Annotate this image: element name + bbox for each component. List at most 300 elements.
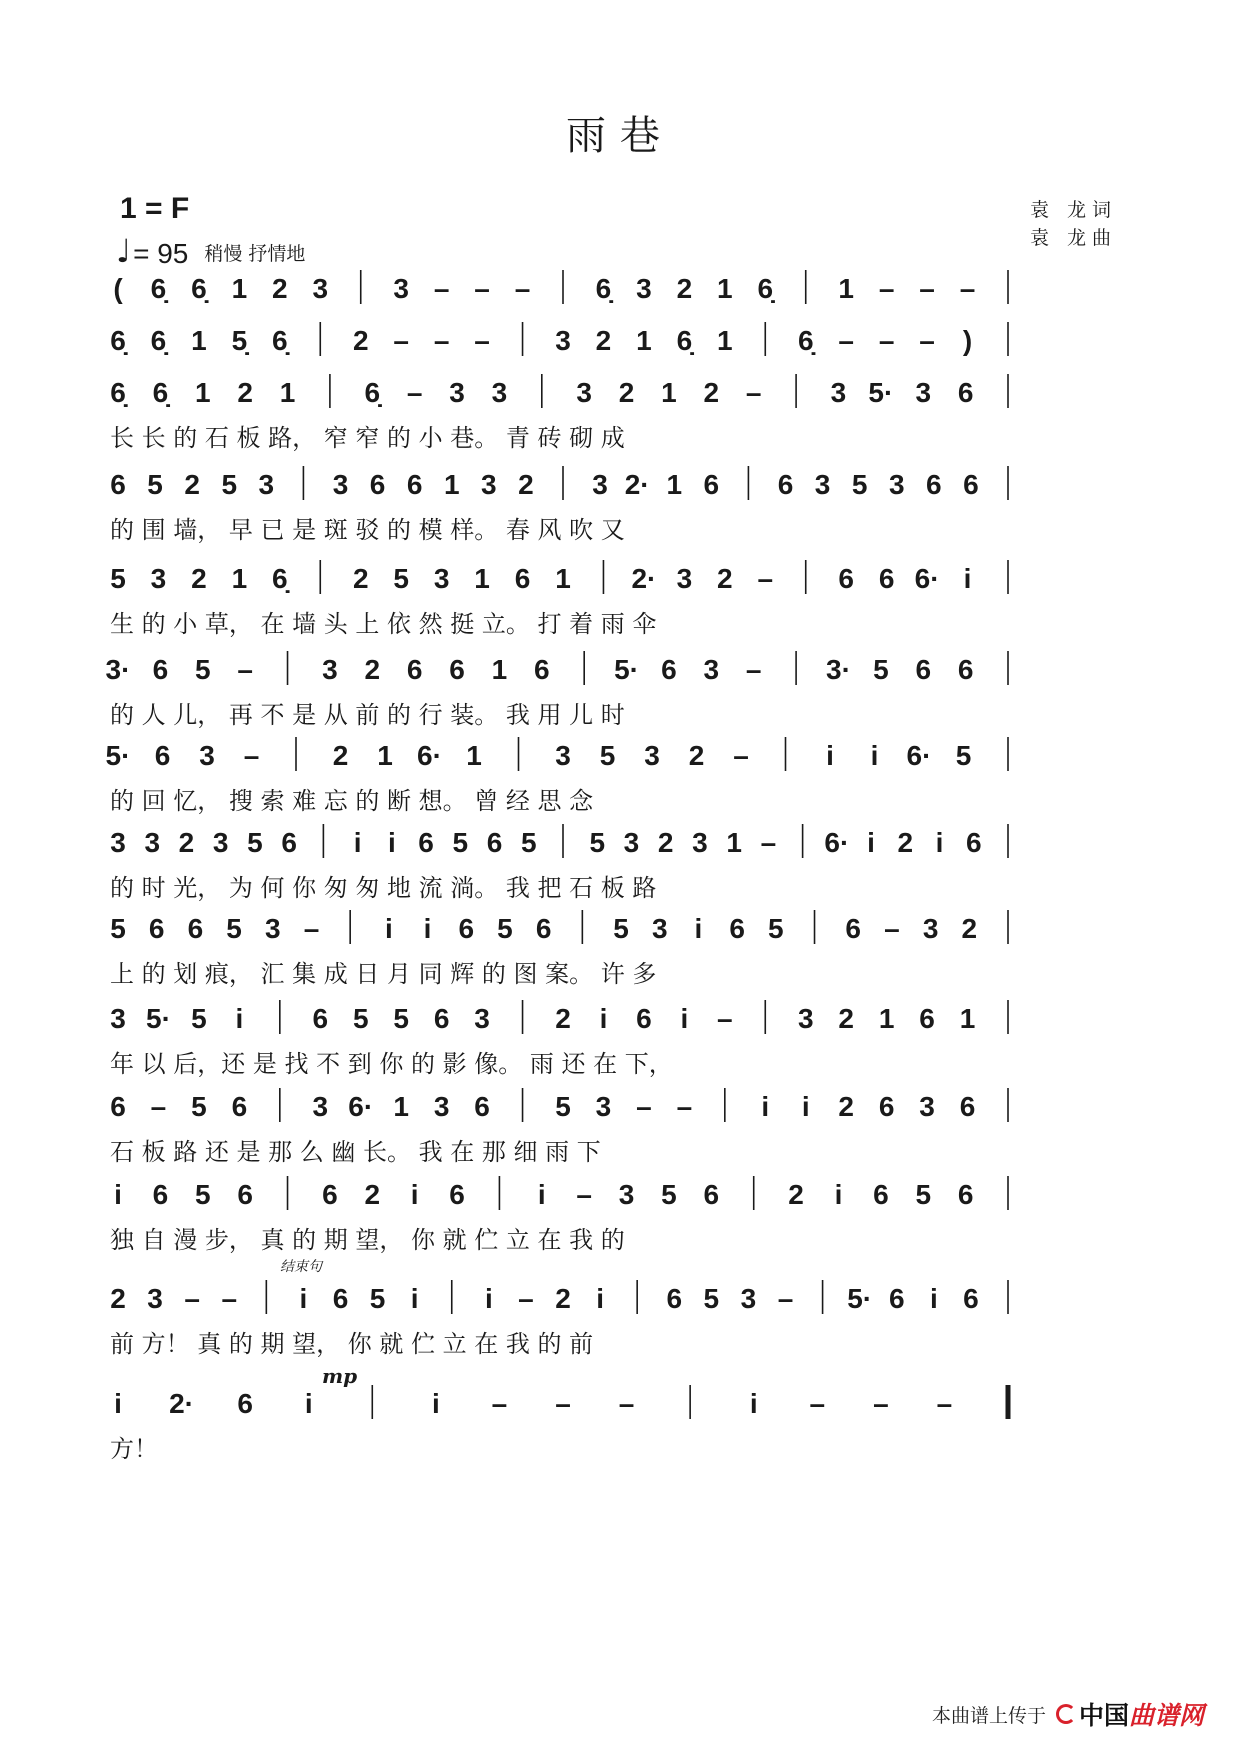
note: 6̣ — [110, 377, 126, 408]
note: 6 — [666, 1283, 683, 1314]
note: 1 — [878, 1003, 895, 1034]
note: 3 — [150, 563, 167, 594]
note: 3 — [797, 1003, 814, 1034]
note: – — [838, 325, 854, 356]
note: 2· — [169, 1388, 195, 1419]
note: 6 — [965, 827, 982, 858]
lyric-line: 年 以 后，还 是 找 不 到 你 的 影 像。 雨 还 在 下， — [110, 1050, 673, 1078]
note: 6 — [703, 469, 720, 500]
note: i — [114, 1388, 122, 1419]
note: i — [423, 913, 432, 944]
note: 6 — [433, 1003, 450, 1034]
note: 2 — [618, 377, 635, 408]
note: 1 — [191, 325, 207, 356]
note: 3 — [212, 827, 229, 858]
note: 3 — [814, 469, 831, 500]
note: – — [936, 1388, 953, 1419]
note: 6 — [332, 1283, 349, 1314]
note: 2 — [352, 325, 369, 356]
note: 5 — [369, 1283, 386, 1314]
note: 1 — [717, 273, 733, 304]
note: 2 — [184, 469, 200, 500]
key-signature: 1 = F — [120, 192, 190, 225]
note: 2 — [676, 273, 693, 304]
note: i — [596, 1283, 604, 1314]
note: 5 — [226, 913, 242, 944]
note: 6 — [919, 1003, 935, 1034]
score-row — [110, 1280, 1008, 1358]
note: i — [826, 740, 834, 771]
note: 2· — [631, 563, 657, 594]
note: 6 — [915, 654, 932, 685]
note: 6 — [959, 1091, 976, 1122]
lyric-line: 的 回 忆， 搜 索 难 忘 的 断 想。 曾 经 思 念 — [110, 787, 594, 815]
note: 3 — [322, 654, 338, 685]
note: 5 — [393, 1003, 409, 1034]
note: 1 — [474, 563, 490, 594]
note: 6 — [957, 1179, 974, 1210]
note: – — [393, 325, 409, 356]
note: – — [745, 654, 762, 685]
score-row — [106, 737, 1008, 815]
note: 5 — [613, 913, 629, 944]
note: 6 — [845, 913, 862, 944]
note: – — [809, 1388, 826, 1419]
lyric-line: 的 时 光， 为 何 你 匆 匆 地 流 淌。 我 把 石 板 路 — [110, 874, 657, 902]
dynamic-mp: mp — [322, 1364, 358, 1388]
ending-phrase-label: 结束句 — [280, 1259, 322, 1275]
note: 5 — [147, 469, 163, 500]
note: 5 — [661, 1179, 677, 1210]
note: – — [777, 1283, 794, 1314]
note: 3 — [623, 827, 640, 858]
note: ) — [962, 325, 973, 356]
note: 1 — [194, 377, 211, 408]
tempo-value: = 95 — [133, 238, 189, 269]
note: 6 — [534, 654, 550, 685]
note: 2 — [364, 1179, 381, 1210]
score-row — [110, 1385, 1008, 1463]
note: 6 — [878, 563, 895, 594]
note: 5· — [847, 1283, 873, 1314]
note: 3 — [144, 827, 161, 858]
note: 6 — [486, 827, 503, 858]
note: 5̣ — [231, 325, 248, 356]
lyric-line: 独 自 漫 步， 真 的 期 望， 你 就 伫 立 在 我 的 — [110, 1226, 625, 1254]
note: 6̣ — [364, 377, 381, 408]
note: 5 — [768, 913, 784, 944]
note: 3 — [481, 469, 497, 500]
note: 1 — [377, 740, 393, 771]
note: – — [884, 913, 900, 944]
note: 6̣ — [191, 273, 207, 304]
note: – — [636, 1091, 652, 1122]
note: 1 — [717, 325, 733, 356]
note: 3 — [888, 469, 905, 500]
note: – — [555, 1388, 571, 1419]
note: – — [221, 1283, 238, 1314]
note: 3 — [433, 563, 450, 594]
lyric-line: 前 方！ 真 的 期 望， 你 就 伫 立 在 我 的 前 — [110, 1330, 594, 1358]
note: 3 — [199, 740, 215, 771]
note: 1 — [443, 469, 460, 500]
note: i — [384, 913, 393, 944]
note: 3 — [618, 1179, 635, 1210]
note: 3 — [258, 469, 275, 500]
note: – — [618, 1388, 635, 1419]
note: 6· — [906, 740, 932, 771]
note: 2 — [191, 563, 207, 594]
note: 6̣ — [272, 325, 288, 356]
note: 6 — [449, 1179, 465, 1210]
note: – — [676, 1091, 693, 1122]
note: 6 — [406, 469, 423, 500]
note: 3 — [576, 377, 592, 408]
note: 3 — [433, 1091, 450, 1122]
note: 2 — [555, 1283, 571, 1314]
note: 2 — [838, 1003, 854, 1034]
lyric-line: 的 围 墙， 早 已 是 斑 驳 的 模 样。 春 风 吹 又 — [110, 516, 625, 544]
note: 6 — [152, 654, 169, 685]
note: 3 — [312, 273, 329, 304]
note: i — [537, 1179, 546, 1210]
note: 3 — [692, 827, 708, 858]
note: – — [474, 325, 490, 356]
note: 5 — [110, 913, 126, 944]
note: 3 — [651, 913, 668, 944]
note: 6 — [418, 827, 434, 858]
note: – — [474, 273, 490, 304]
footer-credit — [932, 1696, 1204, 1732]
note: – — [757, 563, 774, 594]
note: 6 — [514, 563, 531, 594]
note: i — [929, 1283, 938, 1314]
note: 6 — [231, 1091, 248, 1122]
note: – — [243, 740, 260, 771]
note: 1 — [661, 377, 677, 408]
score-row — [110, 1088, 1008, 1166]
note: 5 — [194, 1179, 211, 1210]
note: 3 — [919, 1091, 935, 1122]
note: 1 — [726, 827, 742, 858]
note: i — [935, 827, 944, 858]
note: 6 — [281, 827, 297, 858]
note: 3 — [264, 913, 281, 944]
note: 2 — [788, 1179, 804, 1210]
note: 5 — [703, 1283, 720, 1314]
score-row — [110, 1000, 1008, 1078]
note: 2 — [838, 1091, 854, 1122]
note: 5 — [110, 563, 126, 594]
note: – — [733, 740, 749, 771]
note: i — [431, 1388, 440, 1419]
note: – — [514, 273, 531, 304]
note: 5 — [393, 563, 409, 594]
score-row — [113, 270, 1008, 304]
note: 3 — [636, 273, 652, 304]
note: 1 — [959, 1003, 976, 1034]
note: 6̣ — [150, 273, 167, 304]
note: 2 — [364, 654, 381, 685]
note: 6 — [312, 1003, 329, 1034]
note: 6 — [963, 469, 979, 500]
note: 1 — [231, 563, 248, 594]
note: 2 — [272, 273, 288, 304]
note: 6 — [187, 913, 204, 944]
note: 2 — [332, 740, 349, 771]
note: i — [299, 1283, 308, 1314]
lyric-line: 长 长 的 石 板 路， 窄 窄 的 小 巷。 青 砖 砌 成 — [110, 424, 625, 452]
note: – — [717, 1003, 733, 1034]
quarter-note-icon: ♩ — [116, 232, 132, 270]
note: 5 — [520, 827, 537, 858]
note: 1 — [491, 654, 508, 685]
note: 3 — [474, 1003, 490, 1034]
note: 2 — [555, 1003, 571, 1034]
note: i — [114, 1179, 122, 1210]
score-row — [106, 651, 1008, 729]
note: 6· — [914, 563, 940, 594]
lyricist-credit: 袁 龙词 — [1029, 199, 1117, 221]
score-row — [110, 560, 1008, 638]
note: 2 — [237, 377, 253, 408]
note: 6̣ — [272, 563, 288, 594]
note: i — [387, 827, 396, 858]
note: 5 — [497, 913, 513, 944]
composer-credit: 袁 龙曲 — [1029, 227, 1117, 249]
site-logo-cn: 中国 — [1078, 1701, 1129, 1730]
note: 3 — [592, 469, 608, 500]
note: 5 — [599, 740, 616, 771]
note: i — [963, 563, 972, 594]
note: 6 — [703, 1179, 720, 1210]
note: – — [184, 1283, 200, 1314]
note: – — [919, 273, 935, 304]
note: 6 — [888, 1283, 905, 1314]
note: 1 — [279, 377, 296, 408]
site-logo-icon — [1056, 1704, 1076, 1724]
note: 5 — [194, 654, 211, 685]
lyric-line: 石 板 路 还 是 那 么 幽 长。 我 在 那 细 雨 下 — [110, 1138, 601, 1166]
note: 2 — [703, 377, 720, 408]
note: 5 — [247, 827, 263, 858]
note: 6 — [237, 1388, 253, 1419]
note: 2 — [717, 563, 733, 594]
note: 3 — [555, 740, 571, 771]
note: 3 — [312, 1091, 329, 1122]
note: 2 — [897, 827, 914, 858]
note: 6̣ — [676, 325, 693, 356]
note: i — [410, 1179, 419, 1210]
note: 6 — [110, 469, 126, 500]
note: 5· — [614, 654, 640, 685]
score-row — [110, 466, 1008, 544]
note: 6 — [148, 913, 165, 944]
note: – — [745, 377, 762, 408]
note: i — [353, 827, 362, 858]
note: 6 — [474, 1091, 490, 1122]
note: 2· — [624, 469, 650, 500]
note: 6̣ — [150, 325, 167, 356]
note: 3 — [915, 377, 932, 408]
upload-label: 本曲谱上传于 — [931, 1704, 1046, 1727]
note: 6· — [824, 827, 850, 858]
note: 5 — [915, 1179, 932, 1210]
note: i — [801, 1091, 810, 1122]
note: ( — [113, 273, 123, 304]
note: 6 — [458, 913, 475, 944]
note: 3· — [826, 654, 851, 685]
score-row — [110, 1176, 1008, 1254]
note: – — [433, 325, 450, 356]
note: 5 — [191, 1091, 207, 1122]
note: 5 — [221, 469, 238, 500]
note: 6 — [838, 563, 854, 594]
note: 6̣ — [595, 273, 612, 304]
note: 6 — [322, 1179, 338, 1210]
note: i — [870, 740, 879, 771]
note: – — [878, 273, 895, 304]
note: 6̣ — [152, 377, 169, 408]
note: i — [761, 1091, 770, 1122]
note: 5 — [452, 827, 469, 858]
note: 1 — [231, 273, 248, 304]
note: – — [150, 1091, 167, 1122]
tempo-hint: 稍慢 抒情地 — [204, 243, 306, 265]
lyric-line: 的 人 儿， 再 不 是 从 前 的 行 装。 我 用 儿 时 — [110, 701, 625, 729]
note: – — [760, 827, 777, 858]
note: 3 — [703, 654, 720, 685]
note: 1 — [393, 1091, 409, 1122]
note: 6̣ — [797, 325, 814, 356]
note: 2 — [688, 740, 705, 771]
note: 2 — [178, 827, 195, 858]
note: i — [834, 1179, 843, 1210]
note: 6̣ — [757, 273, 774, 304]
note: 6 — [237, 1179, 253, 1210]
note: – — [576, 1179, 592, 1210]
note: 3 — [110, 827, 126, 858]
note: 6 — [406, 654, 423, 685]
note: 6 — [535, 913, 552, 944]
note: 6 — [777, 469, 794, 500]
note: 6 — [636, 1003, 652, 1034]
note: – — [237, 654, 253, 685]
note: 1 — [666, 469, 683, 500]
note: 1 — [555, 563, 571, 594]
note: 6 — [110, 1091, 126, 1122]
note: 3 — [644, 740, 660, 771]
note: 5· — [146, 1003, 171, 1034]
note: i — [304, 1388, 313, 1419]
note: 5 — [352, 1003, 369, 1034]
note: 3 — [491, 377, 508, 408]
note: 3 — [332, 469, 349, 500]
note: 5 — [555, 1091, 571, 1122]
note: 6 — [154, 740, 171, 771]
note: 3 — [147, 1283, 163, 1314]
note: 3 — [595, 1091, 612, 1122]
note: 2 — [595, 325, 612, 356]
note: i — [235, 1003, 244, 1034]
note: 2 — [961, 913, 978, 944]
note: 3· — [105, 654, 131, 685]
score-row — [110, 910, 1008, 988]
note: – — [873, 1388, 889, 1419]
note: 6 — [661, 654, 677, 685]
note: 3 — [449, 377, 465, 408]
note: 5· — [868, 377, 894, 408]
note: 5· — [105, 740, 131, 771]
lyric-line: 方！ — [110, 1435, 158, 1463]
site-logo-sub: 曲谱网 — [1128, 1701, 1204, 1730]
note: – — [491, 1388, 508, 1419]
note: 6̣ — [110, 325, 126, 356]
note: 1 — [466, 740, 482, 771]
lyric-line: 生 的 小 草， 在 墙 头 上 依 然 挺 立。 打 着 雨 伞 — [110, 610, 657, 638]
note: i — [410, 1283, 419, 1314]
note: 5 — [589, 827, 606, 858]
note: 2 — [352, 563, 369, 594]
note: i — [867, 827, 875, 858]
note: 6 — [729, 913, 745, 944]
note: 1 — [636, 325, 652, 356]
note: i — [680, 1003, 689, 1034]
note: 3 — [676, 563, 693, 594]
note: 6· — [417, 740, 442, 771]
note: 6 — [963, 1283, 979, 1314]
note: 6 — [369, 469, 386, 500]
note: 3 — [830, 377, 847, 408]
note: – — [959, 273, 976, 304]
note: 1 — [838, 273, 854, 304]
note: 6 — [152, 1179, 169, 1210]
note: – — [518, 1283, 534, 1314]
note: 2 — [657, 827, 674, 858]
note: i — [484, 1283, 493, 1314]
note: 3 — [110, 1003, 126, 1034]
note: 6 — [926, 469, 942, 500]
note: – — [303, 913, 320, 944]
note: 5 — [955, 740, 972, 771]
note: 2 — [110, 1283, 126, 1314]
note: 5 — [873, 654, 889, 685]
note: 6 — [957, 377, 974, 408]
note: 5 — [191, 1003, 207, 1034]
note: i — [599, 1003, 608, 1034]
score-row — [110, 824, 1008, 902]
note: 3 — [740, 1283, 757, 1314]
note: 5 — [851, 469, 868, 500]
note: – — [433, 273, 450, 304]
note: 2 — [518, 469, 534, 500]
score-row — [110, 322, 1008, 356]
note: 3 — [393, 273, 409, 304]
note: 3 — [922, 913, 939, 944]
score-row — [110, 374, 1008, 452]
page-title: 雨巷 — [566, 113, 674, 159]
note: 6· — [348, 1091, 374, 1122]
note: 6 — [449, 654, 465, 685]
note: 6 — [878, 1091, 895, 1122]
note: 6 — [957, 654, 974, 685]
lyric-line: 上 的 划 痕， 汇 集 成 日 月 同 辉 的 图 案。 许 多 — [110, 960, 657, 988]
note: – — [919, 325, 935, 356]
note: 3 — [555, 325, 571, 356]
note: i — [694, 913, 703, 944]
note: – — [406, 377, 423, 408]
note: i — [749, 1388, 758, 1419]
